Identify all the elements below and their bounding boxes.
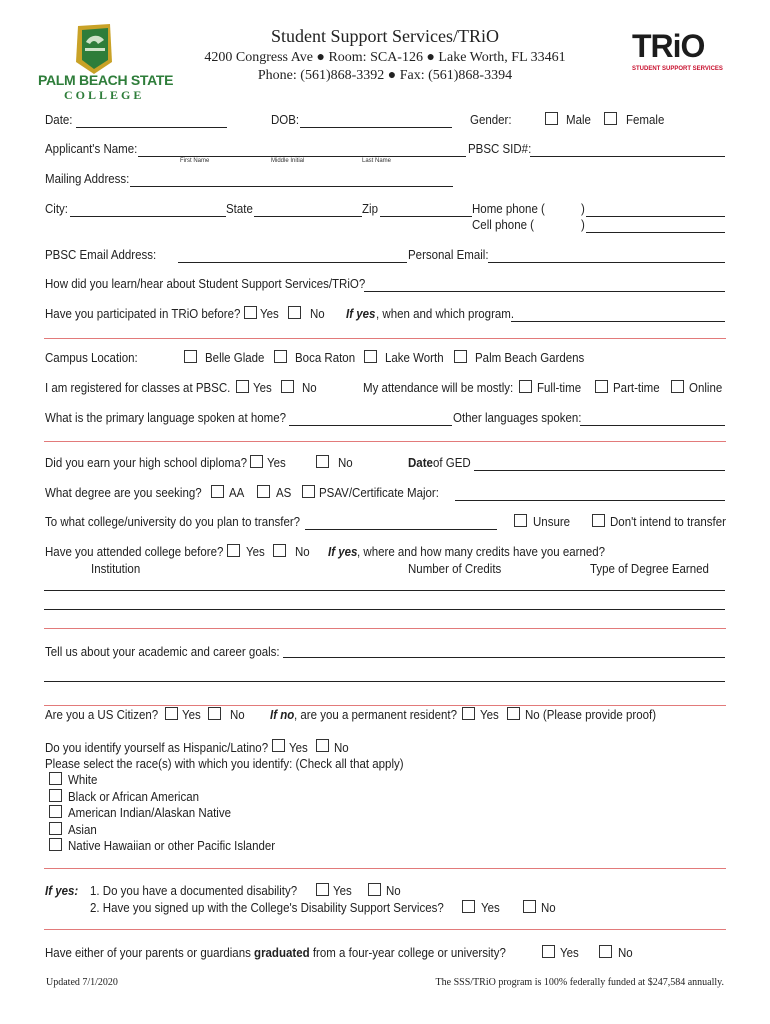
separator-1 bbox=[44, 338, 726, 339]
male-label: Male bbox=[566, 113, 591, 127]
dont-transfer-checkbox[interactable] bbox=[592, 514, 605, 527]
as-label: AS bbox=[276, 486, 292, 500]
disability-q2-yes-label: Yes bbox=[481, 901, 500, 915]
applicant-name-field[interactable] bbox=[138, 156, 466, 157]
parents-bold: graduated bbox=[254, 946, 310, 960]
attended-no-label: No bbox=[295, 545, 310, 559]
citizen-yes-label: Yes bbox=[182, 708, 201, 722]
resident-yes-checkbox[interactable] bbox=[462, 707, 475, 720]
parents-pre: Have either of your parents or guardians bbox=[45, 946, 255, 960]
race-pacific-islander-checkbox[interactable] bbox=[49, 838, 62, 851]
citizen-no-label: No bbox=[230, 708, 245, 722]
header-phone: Phone: (561)868-3392 ● Fax: (561)868-3394 bbox=[257, 68, 513, 83]
college-logo-line2: COLLEGE bbox=[64, 88, 145, 102]
state-field[interactable] bbox=[254, 216, 362, 217]
disability-q1-no-label: No bbox=[386, 884, 401, 898]
personal-email-label: Personal Email: bbox=[408, 248, 489, 262]
type-degree-col: Type of Degree Earned bbox=[590, 562, 709, 576]
registered-label: I am registered for classes at PBSC. bbox=[45, 381, 231, 395]
date-of-ged-field[interactable] bbox=[474, 470, 725, 471]
attended-yes-checkbox[interactable] bbox=[227, 544, 240, 557]
parents-question bbox=[45, 946, 506, 960]
participated-no-label: No bbox=[310, 307, 325, 321]
if-no-label: If no bbox=[270, 708, 295, 722]
footer-funding: The SSS/TRiO program is 100% federally funded at $247,584 annually. bbox=[435, 977, 724, 988]
race-asian-checkbox[interactable] bbox=[49, 822, 62, 835]
parents-yes-checkbox[interactable] bbox=[542, 945, 555, 958]
date-label: Date: bbox=[45, 113, 73, 127]
us-citizen-label: Are you a US Citizen? bbox=[45, 708, 159, 722]
belle-glade-checkbox[interactable] bbox=[184, 350, 197, 363]
psav-label: PSAV/Certificate Major: bbox=[319, 486, 439, 500]
race-black-checkbox[interactable] bbox=[49, 789, 62, 802]
aa-label: AA bbox=[229, 486, 245, 500]
race-native-american-checkbox[interactable] bbox=[49, 805, 62, 818]
dob-field[interactable] bbox=[300, 127, 452, 128]
parents-no-label: No bbox=[618, 946, 633, 960]
degree-seeking-label: What degree are you seeking? bbox=[45, 486, 202, 500]
part-time-label: Part-time bbox=[613, 381, 660, 395]
registered-yes-label: Yes bbox=[253, 381, 272, 395]
institution-col: Institution bbox=[91, 562, 141, 576]
boca-raton-label: Boca Raton bbox=[295, 351, 356, 365]
separator-2 bbox=[44, 441, 726, 442]
disability-q1-yes-checkbox[interactable] bbox=[316, 883, 329, 896]
disability-q2-label: 2. Have you signed up with the College's Disability Support Services? bbox=[90, 901, 444, 915]
applicant-name-label: Applicant's Name: bbox=[45, 142, 138, 156]
aa-checkbox[interactable] bbox=[211, 485, 224, 498]
disability-q1-label: 1. Do you have a documented disability? bbox=[90, 884, 298, 898]
resident-no-label: No (Please provide proof) bbox=[525, 708, 657, 722]
campus-location-label: Campus Location: bbox=[45, 351, 138, 365]
registered-no-checkbox[interactable] bbox=[281, 380, 294, 393]
mailing-address-label: Mailing Address: bbox=[45, 172, 130, 186]
date-of-ged-label: of GED bbox=[433, 456, 471, 470]
learn-about-label: How did you learn/hear about Student Support Services/TRiO? bbox=[45, 277, 366, 291]
select-race-label: Please select the race(s) with which you identify: (Check all that apply) bbox=[45, 757, 404, 771]
hispanic-no-checkbox[interactable] bbox=[316, 739, 329, 752]
separator-6 bbox=[44, 929, 726, 930]
palm-beach-gardens-checkbox[interactable] bbox=[454, 350, 467, 363]
diploma-yes-checkbox[interactable] bbox=[250, 455, 263, 468]
pbsc-email-label: PBSC Email Address: bbox=[45, 248, 157, 262]
hispanic-yes-checkbox[interactable] bbox=[272, 739, 285, 752]
goals-field-2[interactable] bbox=[44, 681, 725, 682]
city-label: City: bbox=[45, 202, 68, 216]
race-black-label: Black or African American bbox=[68, 790, 200, 804]
transfer-field[interactable] bbox=[305, 529, 497, 530]
disability-q1-yes-label: Yes bbox=[333, 884, 352, 898]
home-phone-field[interactable] bbox=[586, 216, 725, 217]
primary-language-field[interactable] bbox=[289, 425, 452, 426]
boca-raton-checkbox[interactable] bbox=[274, 350, 287, 363]
dont-transfer-label: Don't intend to transfer bbox=[610, 515, 726, 529]
learn-about-field[interactable] bbox=[364, 291, 725, 292]
first-name-hint: First Name bbox=[180, 158, 210, 164]
footer-updated: Updated 7/1/2020 bbox=[46, 977, 118, 988]
lake-worth-label: Lake Worth bbox=[385, 351, 444, 365]
date-field[interactable] bbox=[76, 127, 227, 128]
unsure-checkbox[interactable] bbox=[514, 514, 527, 527]
as-checkbox[interactable] bbox=[257, 485, 270, 498]
palm-beach-gardens-label: Palm Beach Gardens bbox=[475, 351, 585, 365]
participated-yes-label: Yes bbox=[260, 307, 279, 321]
race-asian-label: Asian bbox=[68, 823, 97, 837]
registered-no-label: No bbox=[302, 381, 317, 395]
registered-yes-checkbox[interactable] bbox=[236, 380, 249, 393]
lake-worth-checkbox[interactable] bbox=[364, 350, 377, 363]
home-phone-label: Home phone ( bbox=[472, 202, 545, 216]
page-title: Student Support Services/TRiO bbox=[271, 26, 499, 46]
when-which-label: , when and which program. bbox=[376, 307, 515, 321]
parents-yes-label: Yes bbox=[560, 946, 579, 960]
other-languages-label: Other languages spoken: bbox=[453, 411, 582, 425]
attendance-label: My attendance will be mostly: bbox=[363, 381, 514, 395]
last-name-hint: Last Name bbox=[362, 158, 392, 164]
cell-phone-field[interactable] bbox=[586, 232, 725, 233]
belle-glade-label: Belle Glade bbox=[205, 351, 265, 365]
diploma-no-label: No bbox=[338, 456, 353, 470]
unsure-label: Unsure bbox=[533, 515, 571, 529]
hispanic-yes-label: Yes bbox=[289, 741, 308, 755]
diploma-no-checkbox[interactable] bbox=[316, 455, 329, 468]
cell-phone-close: ) bbox=[581, 218, 585, 232]
female-checkbox[interactable] bbox=[604, 112, 617, 125]
female-label: Female bbox=[626, 113, 665, 127]
college-logo-line1: PALM BEACH STATE bbox=[38, 72, 174, 88]
gender-label: Gender: bbox=[470, 113, 512, 127]
where-credits-label: , where and how many credits have you earned? bbox=[357, 545, 606, 559]
disability-q2-no-label: No bbox=[541, 901, 556, 915]
header-address: 4200 Congress Ave ● Room: SCA-126 ● Lake Worth, FL 33461 bbox=[204, 50, 566, 65]
resident-no-checkbox[interactable] bbox=[507, 707, 520, 720]
diploma-label: Did you earn your high school diploma? bbox=[45, 456, 248, 470]
attended-yes-label: Yes bbox=[246, 545, 265, 559]
trio-logo-text: TRiO bbox=[632, 28, 705, 64]
race-native-american-label: American Indian/Alaskan Native bbox=[68, 806, 232, 820]
separator-3 bbox=[44, 628, 726, 629]
goals-label: Tell us about your academic and career goals: bbox=[45, 645, 280, 659]
hispanic-label: Do you identify yourself as Hispanic/Latino? bbox=[45, 741, 269, 755]
number-credits-col: Number of Credits bbox=[408, 562, 502, 576]
psav-field[interactable] bbox=[455, 500, 725, 501]
disability-q2-yes-checkbox[interactable] bbox=[462, 900, 475, 913]
separator-4 bbox=[44, 705, 726, 706]
race-pacific-islander-label: Native Hawaiian or other Pacific Islander bbox=[68, 839, 276, 853]
mailing-address-field[interactable] bbox=[130, 186, 453, 187]
race-white-label: White bbox=[68, 773, 98, 787]
separator-5 bbox=[44, 868, 726, 869]
disability-if-yes-label: If yes: bbox=[45, 884, 79, 898]
pbsc-email-field[interactable] bbox=[178, 262, 407, 263]
zip-label: Zip bbox=[362, 202, 378, 216]
other-languages-field[interactable] bbox=[580, 425, 725, 426]
disability-q2-no-checkbox[interactable] bbox=[523, 900, 536, 913]
college-history-line-2[interactable] bbox=[44, 609, 725, 610]
dob-label: DOB: bbox=[271, 113, 300, 127]
full-time-label: Full-time bbox=[537, 381, 582, 395]
psav-checkbox[interactable] bbox=[302, 485, 315, 498]
attended-if-yes-label: If yes bbox=[328, 545, 358, 559]
citizen-no-checkbox[interactable] bbox=[208, 707, 221, 720]
participated-yes-checkbox[interactable] bbox=[244, 306, 257, 319]
parents-no-checkbox[interactable] bbox=[599, 945, 612, 958]
participated-label: Have you participated in TRiO before? bbox=[45, 307, 241, 321]
online-label: Online bbox=[689, 381, 723, 395]
permanent-resident-label: , are you a permanent resident? bbox=[294, 708, 458, 722]
when-which-field[interactable] bbox=[511, 321, 725, 322]
hispanic-no-label: No bbox=[334, 741, 349, 755]
city-field[interactable] bbox=[70, 216, 226, 217]
trio-logo bbox=[632, 28, 724, 74]
male-checkbox[interactable] bbox=[545, 112, 558, 125]
goals-field-1[interactable] bbox=[283, 657, 725, 658]
citizen-yes-checkbox[interactable] bbox=[165, 707, 178, 720]
resident-yes-label: Yes bbox=[480, 708, 499, 722]
transfer-label: To what college/university do you plan to transfer? bbox=[45, 515, 301, 529]
parents-post: from a four-year college or university? bbox=[309, 946, 506, 960]
part-time-checkbox[interactable] bbox=[595, 380, 608, 393]
attended-no-checkbox[interactable] bbox=[273, 544, 286, 557]
personal-email-field[interactable] bbox=[488, 262, 725, 263]
participated-no-checkbox[interactable] bbox=[288, 306, 301, 319]
attended-college-label: Have you attended college before? bbox=[45, 545, 224, 559]
full-time-checkbox[interactable] bbox=[519, 380, 532, 393]
state-label: State bbox=[226, 202, 253, 216]
online-checkbox[interactable] bbox=[671, 380, 684, 393]
trio-logo-sub: STUDENT SUPPORT SERVICES bbox=[632, 66, 723, 72]
zip-field[interactable] bbox=[380, 216, 472, 217]
middle-initial-hint: Middle Initial bbox=[271, 158, 305, 164]
pbsc-sid-field[interactable] bbox=[530, 156, 725, 157]
cell-phone-label: Cell phone ( bbox=[472, 218, 535, 232]
if-yes-label: If yes bbox=[346, 307, 376, 321]
college-history-line-1[interactable] bbox=[44, 590, 725, 591]
race-white-checkbox[interactable] bbox=[49, 772, 62, 785]
diploma-yes-label: Yes bbox=[267, 456, 286, 470]
primary-language-label: What is the primary language spoken at home? bbox=[45, 411, 286, 425]
pbsc-sid-label: PBSC SID#: bbox=[468, 142, 532, 156]
disability-q1-no-checkbox[interactable] bbox=[368, 883, 381, 896]
date-of-ged-bold: Date bbox=[408, 456, 433, 470]
home-phone-close: ) bbox=[581, 202, 585, 216]
